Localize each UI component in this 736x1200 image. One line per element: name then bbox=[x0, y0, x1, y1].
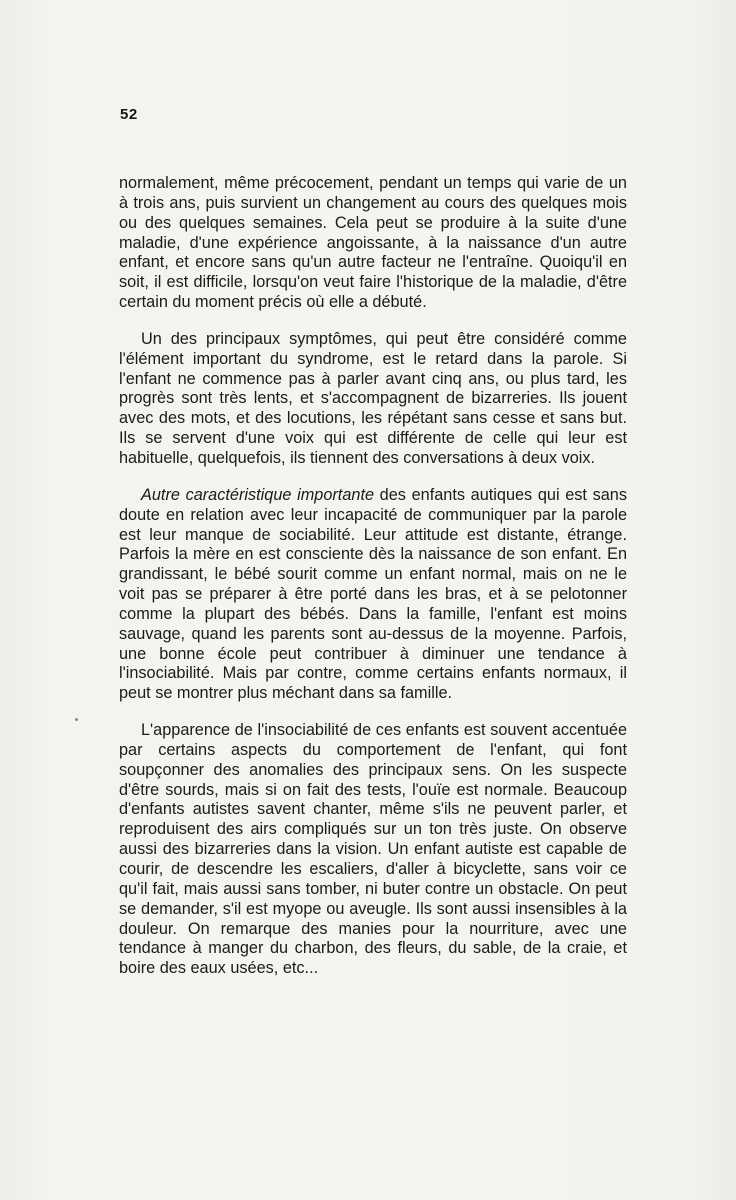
paragraph-4 bbox=[119, 721, 627, 979]
paragraph-1-text: normalement, même précocement, pendant un temps qui varie de un à trois ans, puis survient un changement au cours des quelques mois ou des quelques semaines. Cela peut se produire à la suite d'une maladie, d'une expérience angoissante, à la naissance d'un autre enfant, et encore sans qu'un autre facteur ne l'entraîne. Quoiqu'il en soit, il est difficile, lorsqu'on veut faire l'historique de la maladie, d'être certain du moment précis où elle a débuté. bbox=[119, 174, 627, 312]
body-text bbox=[119, 174, 627, 996]
paragraph-2 bbox=[119, 330, 627, 469]
paragraph-2-text: Un des principaux symptômes, qui peut être considéré comme l'élément important du syndrome, est le retard dans la parole. Si l'enfant ne commence pas à parler avant cinq ans, ou plus tard, les progrès sont très lents, et s'accompagnent de bizarreries. Ils jouent avec des mots, et des locutions, les répétant sans cesse et sans but. Ils se servent d'une voix qui est différente de celle qui leur est habituelle, quelquefois, ils tiennent des conversations à deux voix. bbox=[119, 329, 627, 467]
paragraph-3-italic-lead: Autre caractéristique importante bbox=[141, 485, 375, 504]
paragraph-3-text: des enfants autiques qui est sans doute en relation avec leur incapacité de communiquer par la parole est leur manque de sociabilité. Leur attitude est distante, étrange. Parfois la mère en est consciente dès la naissance de son enfant. En grandissant, le bébé sourit comme un enfant normal, mais on ne le voit pas se préparer à être porté dans les bras, et à se pelotonner comme la plupart des bébés. Dans la famille, l'enfant est moins sauvage, quand les parents sont au-dessus de la moyenne. Parfois, une bonne école peut contribuer à diminuer une tendance à l'insociabilité. Mais par contre, comme certains enfants normaux, il peut se montrer plus méchant dans sa famille. bbox=[119, 485, 627, 703]
paragraph-3 bbox=[119, 486, 627, 704]
page-number: 52 bbox=[120, 106, 138, 123]
paragraph-1 bbox=[119, 174, 627, 313]
paper-speck bbox=[75, 718, 78, 721]
paragraph-4-text: L'apparence de l'insociabilité de ces enfants est souvent accentuée par certains aspects du comportement de l'enfant, qui font soupçonner des anomalies des principaux sens. On les suspecte d'être sourds, mais si on fait des tests, l'ouïe est normale. Beaucoup d'enfants autistes savent chanter, même s'ils ne peuvent parler, et reproduisent des airs compliqués sur un ton très juste. On observe aussi des bizarreries dans la vision. Un enfant autiste est capable de courir, de descendre les escaliers, d'aller à bicyclette, sans voir ce qu'il fait, mais aussi sans tomber, ni buter contre un obstacle. On peut se demander, s'il est myope ou aveugle. Ils sont aussi insensibles à la douleur. On remarque des manies pour la nourriture, avec une tendance à manger du charbon, des fleurs, du sable, de la craie, et boire des eaux usées, etc... bbox=[119, 721, 627, 978]
